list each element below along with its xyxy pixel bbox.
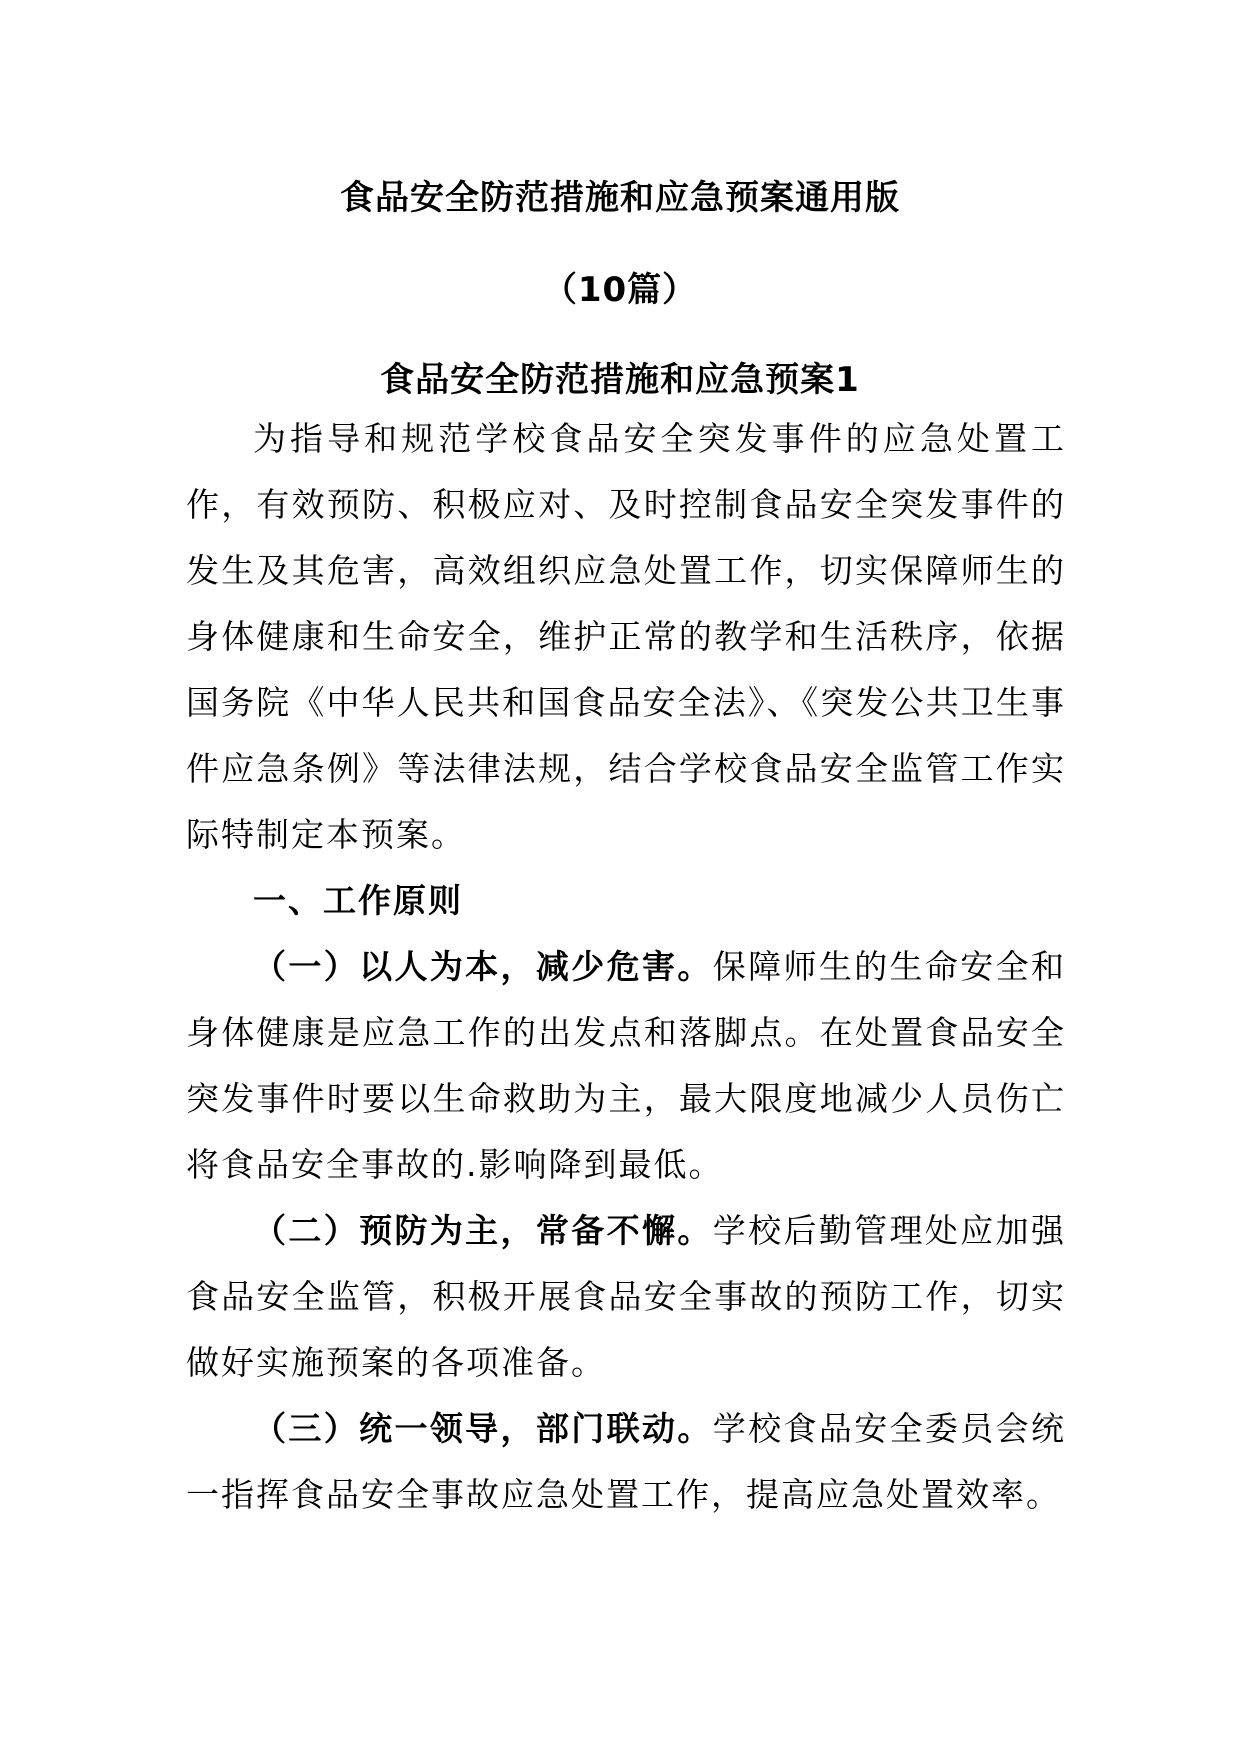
- principle-lead-1: （一）以人为本，减少危害。: [253, 947, 713, 986]
- document-subtitle: （10篇）: [542, 270, 698, 310]
- principle-lead-2: （二）预防为主，常备不懈。: [253, 1211, 713, 1250]
- principle-text-3: 学校食品安全委员会统一指挥食品安全事故应急处置工作，提高应急处置效率。: [186, 1409, 1067, 1514]
- document-title: 食品安全防范措施和应急预案通用版: [340, 178, 900, 218]
- principle-paragraph-3: [186, 1396, 1066, 1528]
- principle-lead-3: （三）统一领导，部门联动。: [253, 1409, 713, 1448]
- principle-paragraph-2: [186, 1198, 1066, 1396]
- intro-paragraph: 为指导和规范学校食品安全突发事件的应急处置工作，有效预防、积极应对、及时控制食品安全突发事件的发生及其危害，高效组织应急处置工作，切实保障师生的身体健康和生命安全，维护正常的教学和生活秩序，依据国务院《中华人民共和国食品安全法》、《突发公共卫生事件应急条例》等法律法规，结合学校食品安全监管工作实际特制定本预案。: [186, 419, 1066, 854]
- section-title: 食品安全防范措施和应急预案1: [380, 360, 860, 400]
- principle-paragraph-1: [186, 934, 1066, 1198]
- heading-work-principles: 一、工作原则: [253, 881, 463, 920]
- principle-text-2: 学校后勤管理处应加强食品安全监管，积极开展食品安全事故的预防工作，切实做好实施预案的各项准备。: [186, 1211, 1067, 1382]
- principle-text-1: 保障师生的生命安全和身体健康是应急工作的出发点和落脚点。在处置食品安全突发事件时要以生命救助为主，最大限度地减少人员伤亡将食品安全事故的.影响降到最低。: [186, 947, 1067, 1184]
- document-body: [186, 406, 1066, 1528]
